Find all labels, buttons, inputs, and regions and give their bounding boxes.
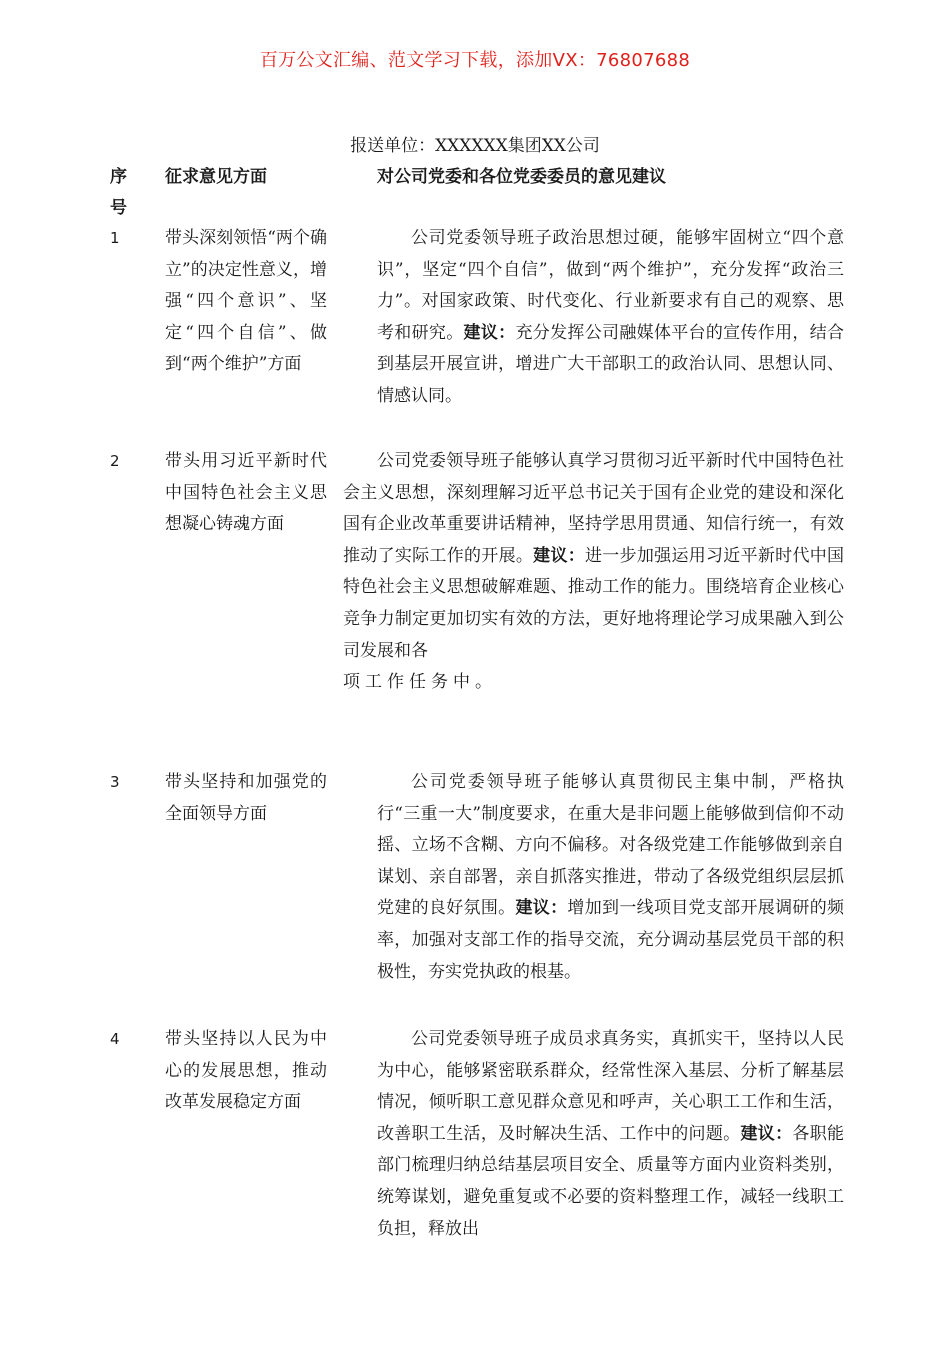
row-suggestion <box>377 223 844 413</box>
row-number: 2 <box>110 452 120 470</box>
row-suggestion <box>377 767 844 988</box>
suggestion-text: 公司党委领导班子能够认真学习贯彻习近平新时代中国特色社会主义思想，深刻理解习近平总书记关于国有企业党的建设和深化国有企业改革重要讲话精神，坚持学思用贯通、知信行统一，有效推动了实际工作的开展。 <box>343 451 844 566</box>
suggestion-label: 建议： <box>515 898 568 919</box>
row-aspect: 带头用习近平新时代中国特色社会主义思想凝心铸魂方面 <box>165 451 327 535</box>
header-no: 序号 <box>110 167 127 218</box>
suggestion-text: 公司党委领导班子政治思想过硬，能够牢固树立“四个意识”，坚定“四个自信”，做到“两个维护”，充分发挥“政治三力”。对国家政策、时代变化、行业新要求有自己的观察、思考和研究。 <box>377 228 844 343</box>
row-suggestion <box>343 446 844 699</box>
suggestion-label: 建议： <box>463 322 516 343</box>
suggestion-label: 建议： <box>740 1123 793 1144</box>
watermark-banner: 百万公文汇编、范文学习下载，添加VX：76807688 <box>259 50 691 71</box>
row-aspect: 带头坚持以人民为中心的发展思想，推动改革发展稳定方面 <box>165 1029 327 1113</box>
suggestion-label: 建议： <box>533 545 586 566</box>
suggestion-advice-tail: 项工作任务中。 <box>343 672 497 693</box>
row-number: 1 <box>110 229 120 247</box>
row-number: 3 <box>110 773 120 791</box>
header-aspect: 征求意见方面 <box>165 167 267 187</box>
suggestion-advice: 各职能部门梳理归纳总结基层项目安全、质量等方面内业资料类别，统筹谋划，避免重复或不必要的资料整理工作，减轻一线职工负担，释放出 <box>377 1123 845 1239</box>
suggestion-advice: 增加到一线项目党支部开展调研的频率，加强对支部工作的指导交流，充分调动基层党员干部的积极性，夯实党执政的根基。 <box>377 898 845 982</box>
suggestion-advice: 充分发挥公司融媒体平台的宣传作用，结合到基层开展宣讲，增进广大干部职工的政治认同、思想认同、情感认同。 <box>377 322 845 406</box>
row-number: 4 <box>110 1030 120 1048</box>
report-unit: 报送单位：XXXXXX集团XX公司 <box>350 136 600 156</box>
suggestion-text: 公司党委领导班子能够认真贯彻民主集中制，严格执行“三重一大”制度要求，在重大是非问题上能够做到信仰不动摇、立场不含糊、方向不偏移。对各级党建工作能够做到亲自谋划、亲自部署，亲自抓落实推进，带动了各级党组织层层抓党建的良好氛围。 <box>377 772 844 919</box>
row-aspect: 带头坚持和加强党的全面领导方面 <box>165 772 327 824</box>
suggestion-advice: 进一步加强运用习近平新时代中国特色社会主义思想破解难题、推动工作的能力。围绕培育企业核心竞争力制定更加切实有效的方法，更好地将理论学习成果融入到公司发展和各 <box>343 545 845 661</box>
suggestion-text: 公司党委领导班子成员求真务实，真抓实干，坚持以人民为中心，能够紧密联系群众，经常性深入基层、分析了解基层情况，倾听职工意见群众意见和呼声，关心职工工作和生活，改善职工生活，及时解决生活、工作中的问题。 <box>377 1029 844 1144</box>
row-suggestion <box>377 1024 844 1245</box>
header-suggestion: 对公司党委和各位党委委员的意见建议 <box>377 167 666 187</box>
row-aspect: 带头深刻领悟“两个确立”的决定性意义，增强“四个意识”、坚定“四个自信”、做到“两个维护”方面 <box>165 228 327 375</box>
